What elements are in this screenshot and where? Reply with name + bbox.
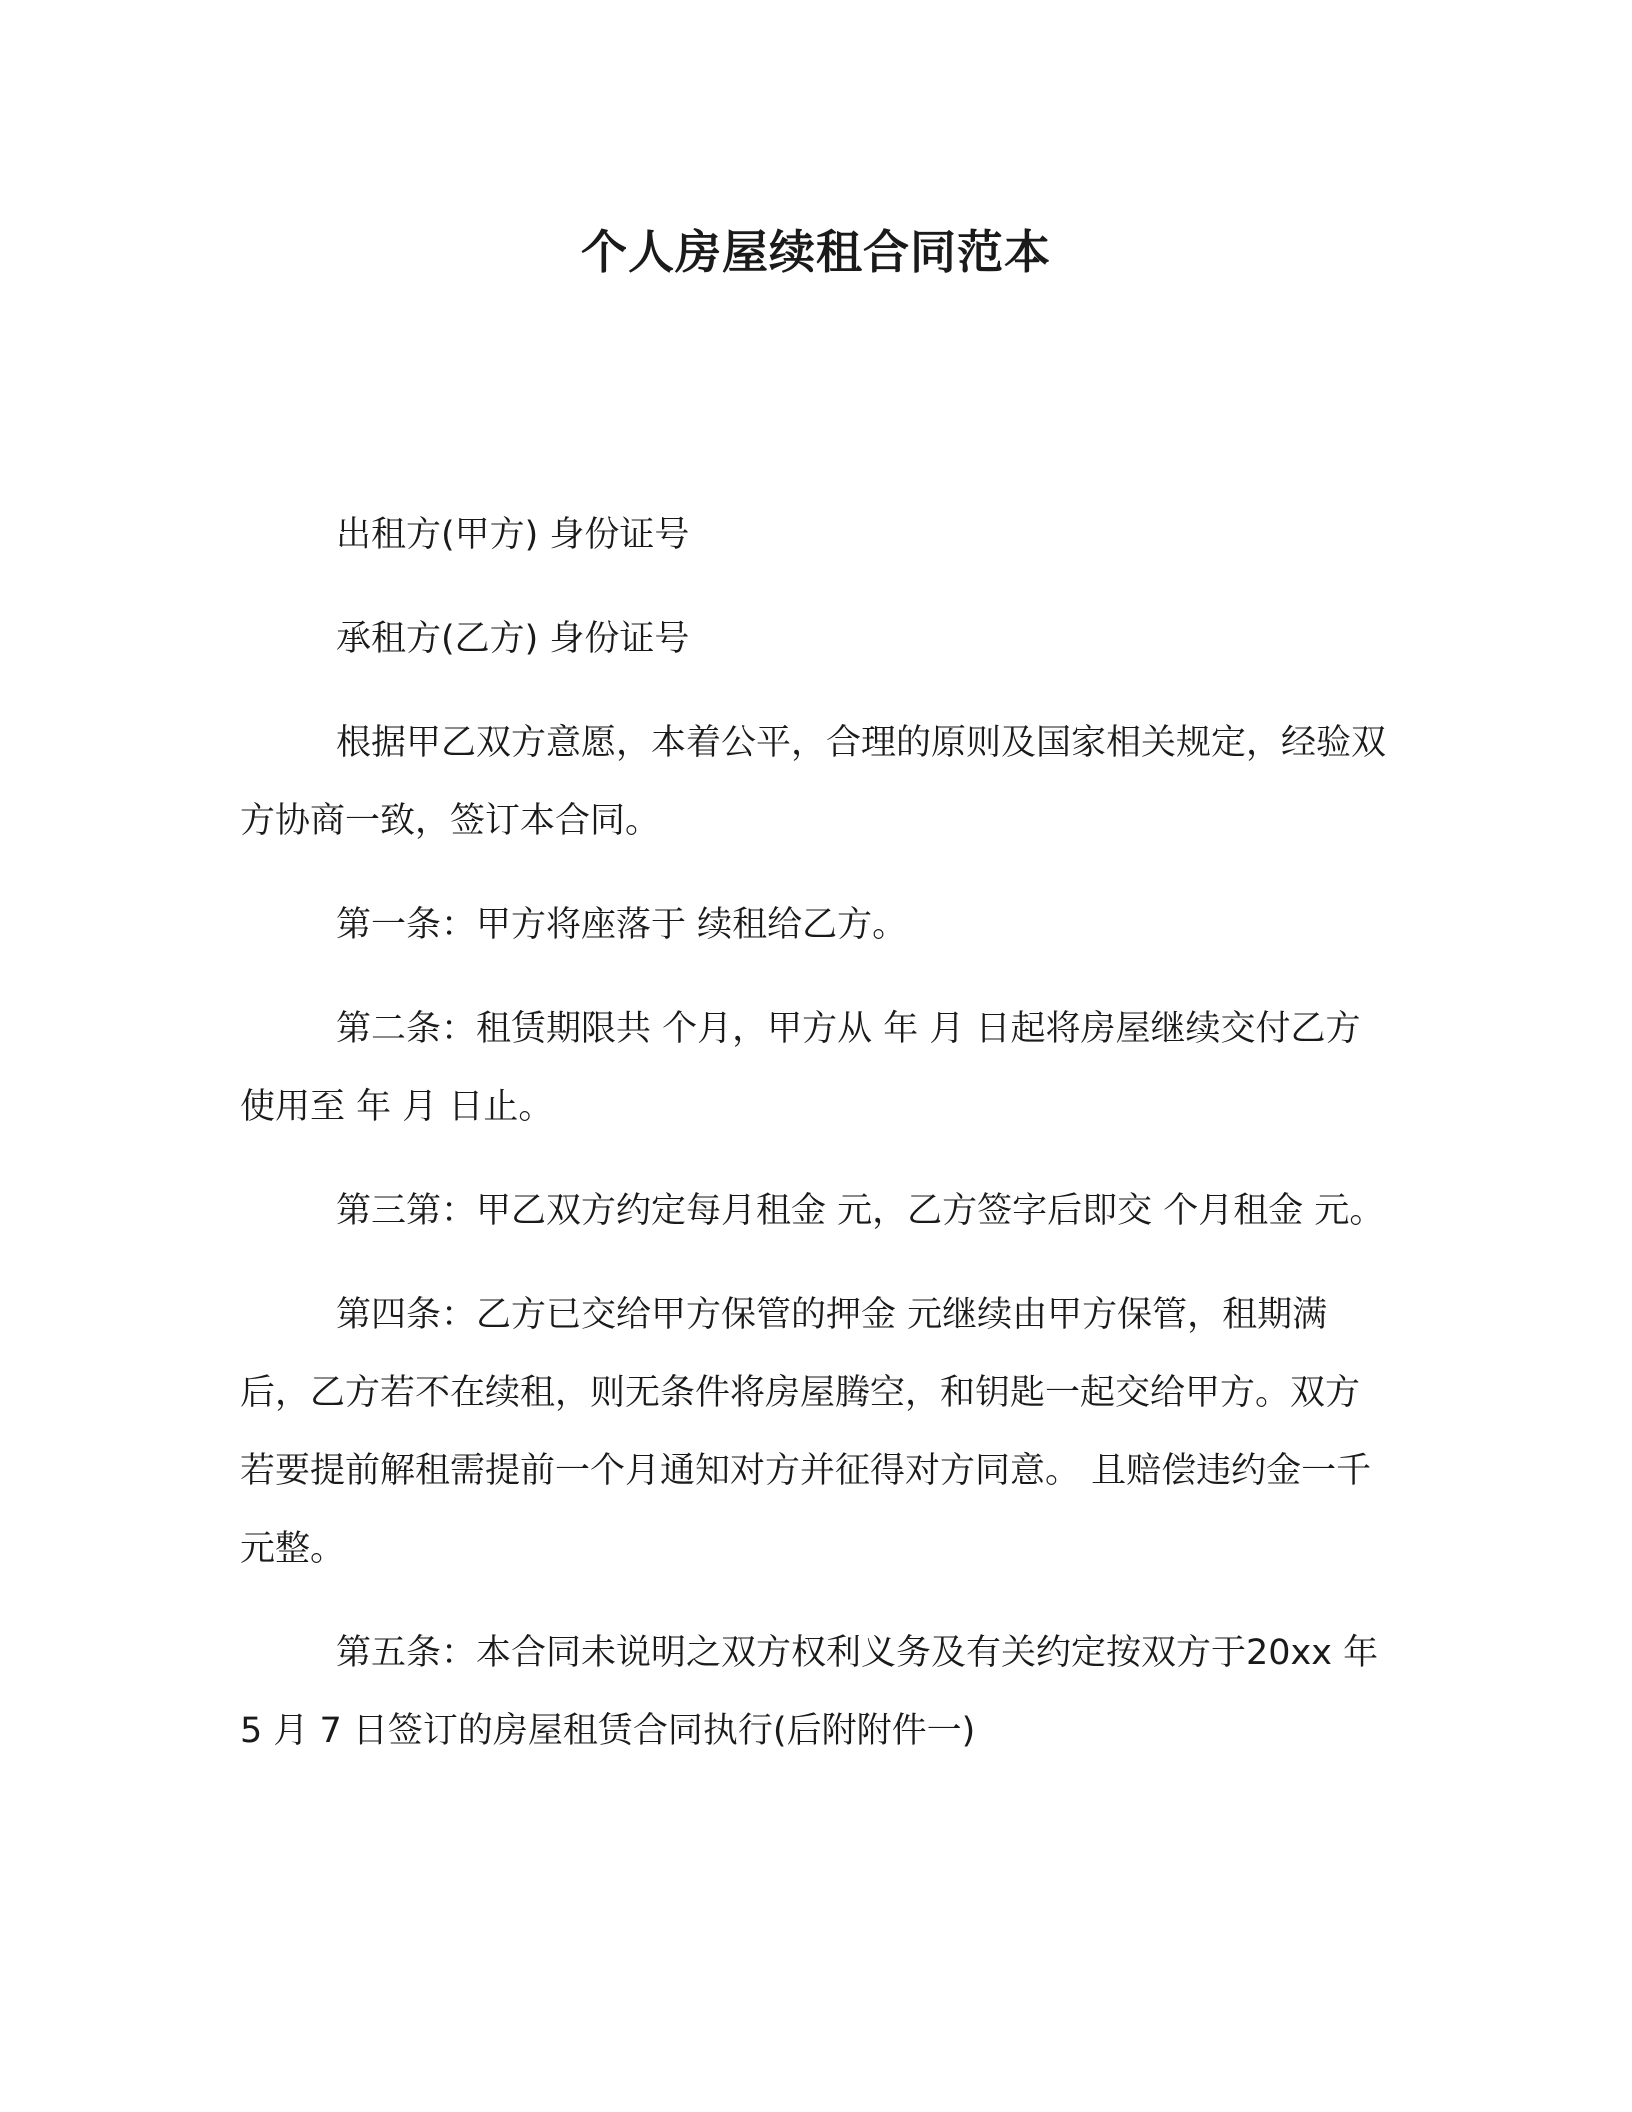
paragraph-preamble: 根据甲乙双方意愿，本着公平，合理的原则及国家相关规定，经验双方协商一致，签订本合同。 <box>240 723 1387 841</box>
paragraph-article-5: 第五条：本合同未说明之双方权利义务及有关约定按双方于20xx 年 5 月 7 日签订的房屋租赁合同执行(后附附件一) <box>240 1633 1379 1751</box>
paragraph-article-4: 第四条：乙方已交给甲方保管的押金 元继续由甲方保管，租期满后，乙方若不在续租，则无条件将房屋腾空，和钥匙一起交给甲方。双方若要提前解租需提前一个月通知对方并征得对方同意。 且赔偿违约金一千元整。 <box>240 1295 1372 1569</box>
paragraph-lessee: 承租方(乙方) 身份证号 <box>336 619 690 659</box>
paragraph-article-3: 第三第：甲乙双方约定每月租金 元，乙方签字后即交 个月租金 元。 <box>336 1191 1385 1231</box>
paragraph-article-2: 第二条：租赁期限共 个月，甲方从 年 月 日起将房屋继续交付乙方使用至 年 月 日止。 <box>240 1009 1361 1127</box>
paragraph-article-1: 第一条：甲方将座落于 续租给乙方。 <box>336 905 908 945</box>
paragraph-lessor: 出租方(甲方) 身份证号 <box>336 515 690 555</box>
document-body <box>240 496 1390 1796</box>
document-title: 个人房屋续租合同范本 <box>581 225 1051 279</box>
